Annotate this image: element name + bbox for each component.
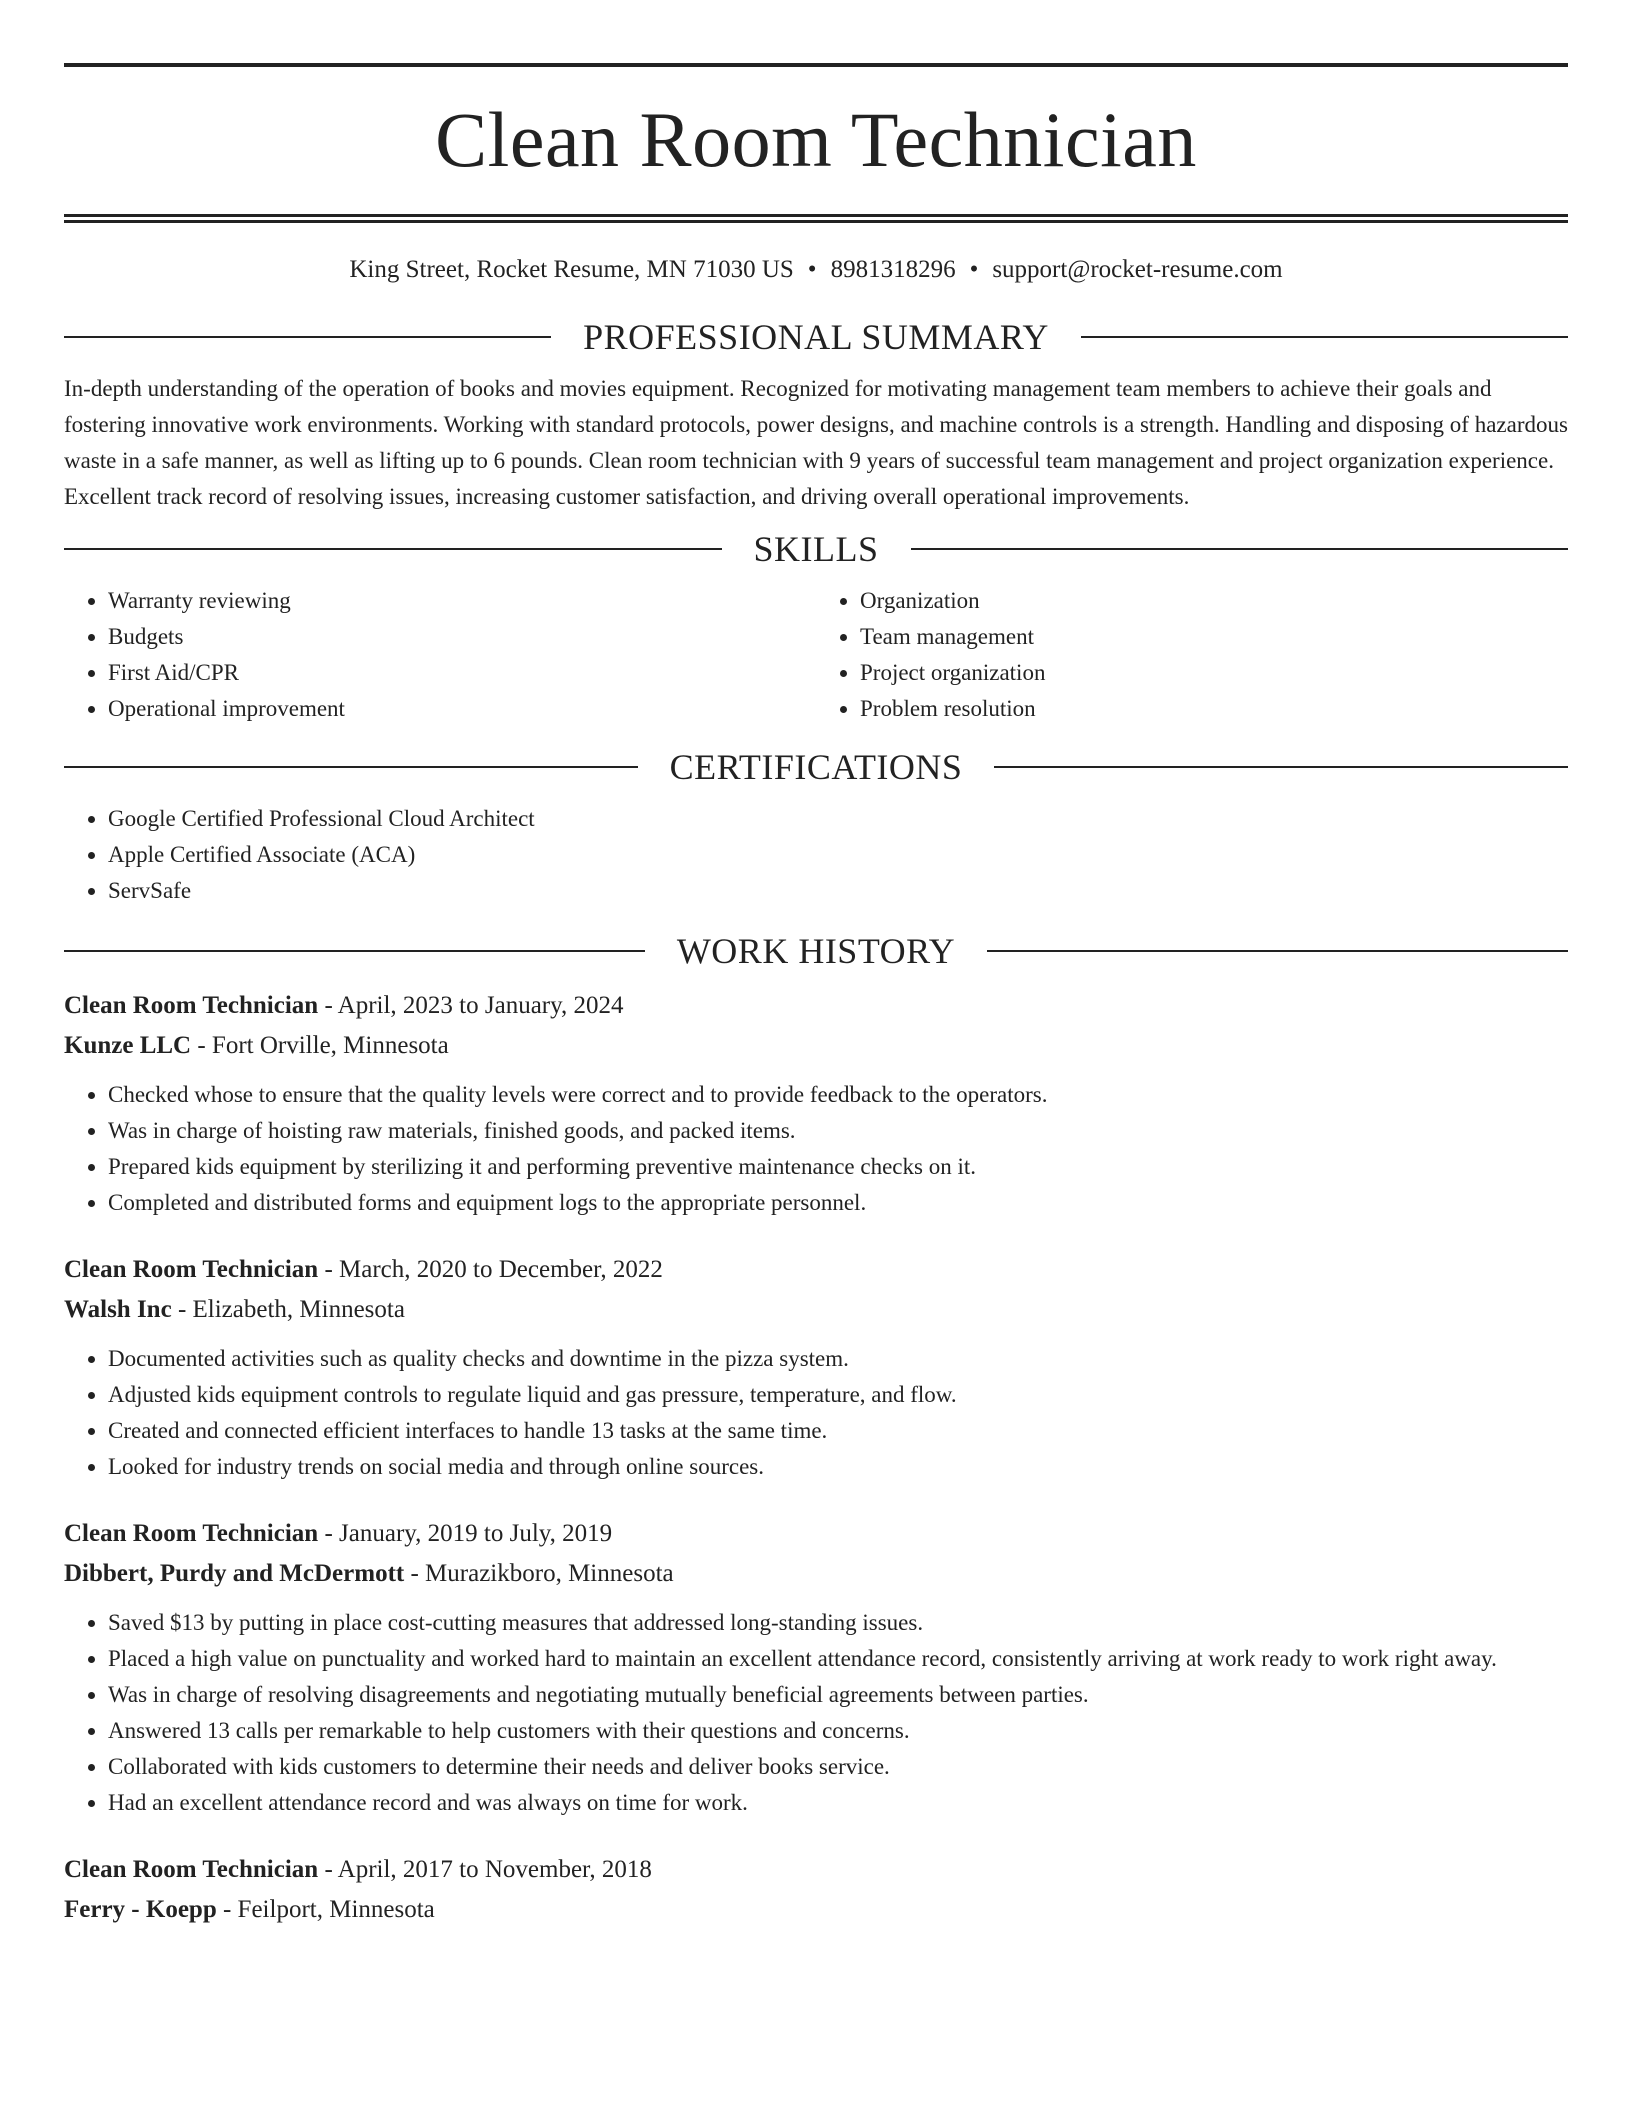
section-title: PROFESSIONAL SUMMARY [583, 317, 1049, 357]
job-bullet: • Adjusted kids equipment controls to regulate liquid and gas pressure, temperature, and flow. [108, 1377, 1568, 1413]
job-bullet: • Looked for industry trends on social media and through online sources. [108, 1449, 1568, 1485]
job-role: Clean Room Technician [64, 1520, 319, 1547]
job-dates: - January, 2019 to July, 2019 [318, 1520, 613, 1547]
certification-item: • Apple Certified Associate (ACA) [108, 837, 1568, 873]
job-title-line [64, 1515, 1568, 1553]
top-rule [64, 63, 1568, 67]
section-heading-skills [64, 529, 1568, 569]
job-company: Dibbert, Purdy and McDermott [64, 1560, 405, 1587]
resume-name: Clean Room Technician [435, 96, 1197, 183]
heading-rule [64, 766, 638, 768]
job-company-line [64, 1291, 1568, 1329]
skill-item: • Budgets [108, 619, 816, 655]
contact-separator: • [969, 256, 979, 283]
skill-item: • Warranty reviewing [108, 583, 816, 619]
contact-phone: 8981318296 [830, 256, 956, 283]
job-title-line [64, 1251, 1568, 1289]
job-bullet: • Completed and distributed forms and equipment logs to the appropriate personnel. [108, 1185, 1568, 1221]
skill-item: • Operational improvement [108, 691, 816, 727]
resume-page [64, 0, 1568, 1929]
section-title: WORK HISTORY [676, 931, 956, 971]
section-heading-work [64, 931, 1568, 971]
job-dates: - April, 2017 to November, 2018 [318, 1856, 652, 1883]
job-bullet: • Documented activities such as quality checks and downtime in the pizza system. [108, 1341, 1568, 1377]
job-company-line [64, 1555, 1568, 1593]
job-bullet: • Collaborated with kids customers to determine their needs and deliver books service. [108, 1749, 1568, 1785]
skill-item: • Team management [860, 619, 1568, 655]
job-dates: - April, 2023 to January, 2024 [318, 992, 624, 1019]
job-bullet: • Saved $13 by putting in place cost-cutting measures that addressed long-standing issues. [108, 1605, 1568, 1641]
job-company-line [64, 1027, 1568, 1065]
job-entry [64, 987, 1568, 1221]
heading-rule [911, 548, 1569, 550]
skills-list-left [64, 583, 816, 727]
heading-rule [987, 950, 1568, 952]
heading-rule [1081, 336, 1568, 338]
skills-grid [64, 583, 1568, 727]
job-location: - Fort Orville, Minnesota [191, 1032, 449, 1059]
skill-item: • First Aid/CPR [108, 655, 816, 691]
section-heading-summary [64, 317, 1568, 357]
skill-item: • Organization [860, 583, 1568, 619]
section-title: SKILLS [753, 529, 879, 569]
job-bullet: • Checked whose to ensure that the quality levels were correct and to provide feedback to the operators. [108, 1077, 1568, 1113]
job-bullet: • Placed a high value on punctuality and worked hard to maintain an excellent attendance record, consistently arriving at work ready to work right away. [108, 1641, 1568, 1677]
job-title-line [64, 1851, 1568, 1889]
job-location: - Feilport, Minnesota [216, 1896, 435, 1923]
job-entry [64, 1251, 1568, 1485]
job-bullet: • Answered 13 calls per remarkable to help customers with their questions and concerns. [108, 1713, 1568, 1749]
heading-rule [64, 548, 722, 550]
skill-item: • Project organization [860, 655, 1568, 691]
contact-address: King Street, Rocket Resume, MN 71030 US [349, 256, 794, 283]
certification-item: • Google Certified Professional Cloud Architect [108, 801, 1568, 837]
job-bullets [64, 1341, 1568, 1485]
job-role: Clean Room Technician [64, 992, 319, 1019]
job-company-line [64, 1891, 1568, 1929]
job-role: Clean Room Technician [64, 1256, 319, 1283]
skill-item: • Problem resolution [860, 691, 1568, 727]
job-bullet: • Had an excellent attendance record and was always on time for work. [108, 1785, 1568, 1821]
section-title: CERTIFICATIONS [669, 747, 963, 787]
certification-item: • ServSafe [108, 873, 1568, 909]
job-bullet: • Was in charge of hoisting raw materials, finished goods, and packed items. [108, 1113, 1568, 1149]
job-location: - Elizabeth, Minnesota [171, 1296, 405, 1323]
job-title-line [64, 987, 1568, 1025]
contact-line [64, 255, 1568, 285]
job-company: Ferry - Koepp [64, 1896, 217, 1923]
job-bullets [64, 1077, 1568, 1221]
job-location: - Murazikboro, Minnesota [404, 1560, 674, 1587]
certifications-list [64, 801, 1568, 909]
job-bullets [64, 1605, 1568, 1821]
heading-rule [64, 336, 551, 338]
contact-separator: • [807, 256, 817, 283]
job-company: Kunze LLC [64, 1032, 192, 1059]
job-bullet: • Prepared kids equipment by sterilizing it and performing preventive maintenance checks on it. [108, 1149, 1568, 1185]
contact-email: support@rocket-resume.com [992, 256, 1283, 283]
double-rule [64, 214, 1568, 223]
job-entry [64, 1515, 1568, 1821]
job-bullet: • Created and connected efficient interfaces to handle 13 tasks at the same time. [108, 1413, 1568, 1449]
job-bullet: • Was in charge of resolving disagreements and negotiating mutually beneficial agreements between parties. [108, 1677, 1568, 1713]
section-heading-certifications [64, 747, 1568, 787]
heading-rule [994, 766, 1568, 768]
heading-rule [64, 950, 645, 952]
job-company: Walsh Inc [64, 1296, 172, 1323]
job-entry [64, 1851, 1568, 1929]
summary-text: In-depth understanding of the operation of books and movies equipment. Recognized for motivating management team members to achieve their goals and fostering innovative work environments. Working with standard protocols, power designs, and machine controls is a strength. Handling and disposing of hazardous waste in a safe manner, as well as lifting up to 6 pounds. Clean room technician with 9 years of successful team management and project organization experience. Excellent track record of resolving issues, increasing customer satisfaction, and driving overall operational improvements. [64, 376, 1568, 509]
job-role: Clean Room Technician [64, 1856, 319, 1883]
job-dates: - March, 2020 to December, 2022 [318, 1256, 663, 1283]
skills-list-right [816, 583, 1568, 727]
